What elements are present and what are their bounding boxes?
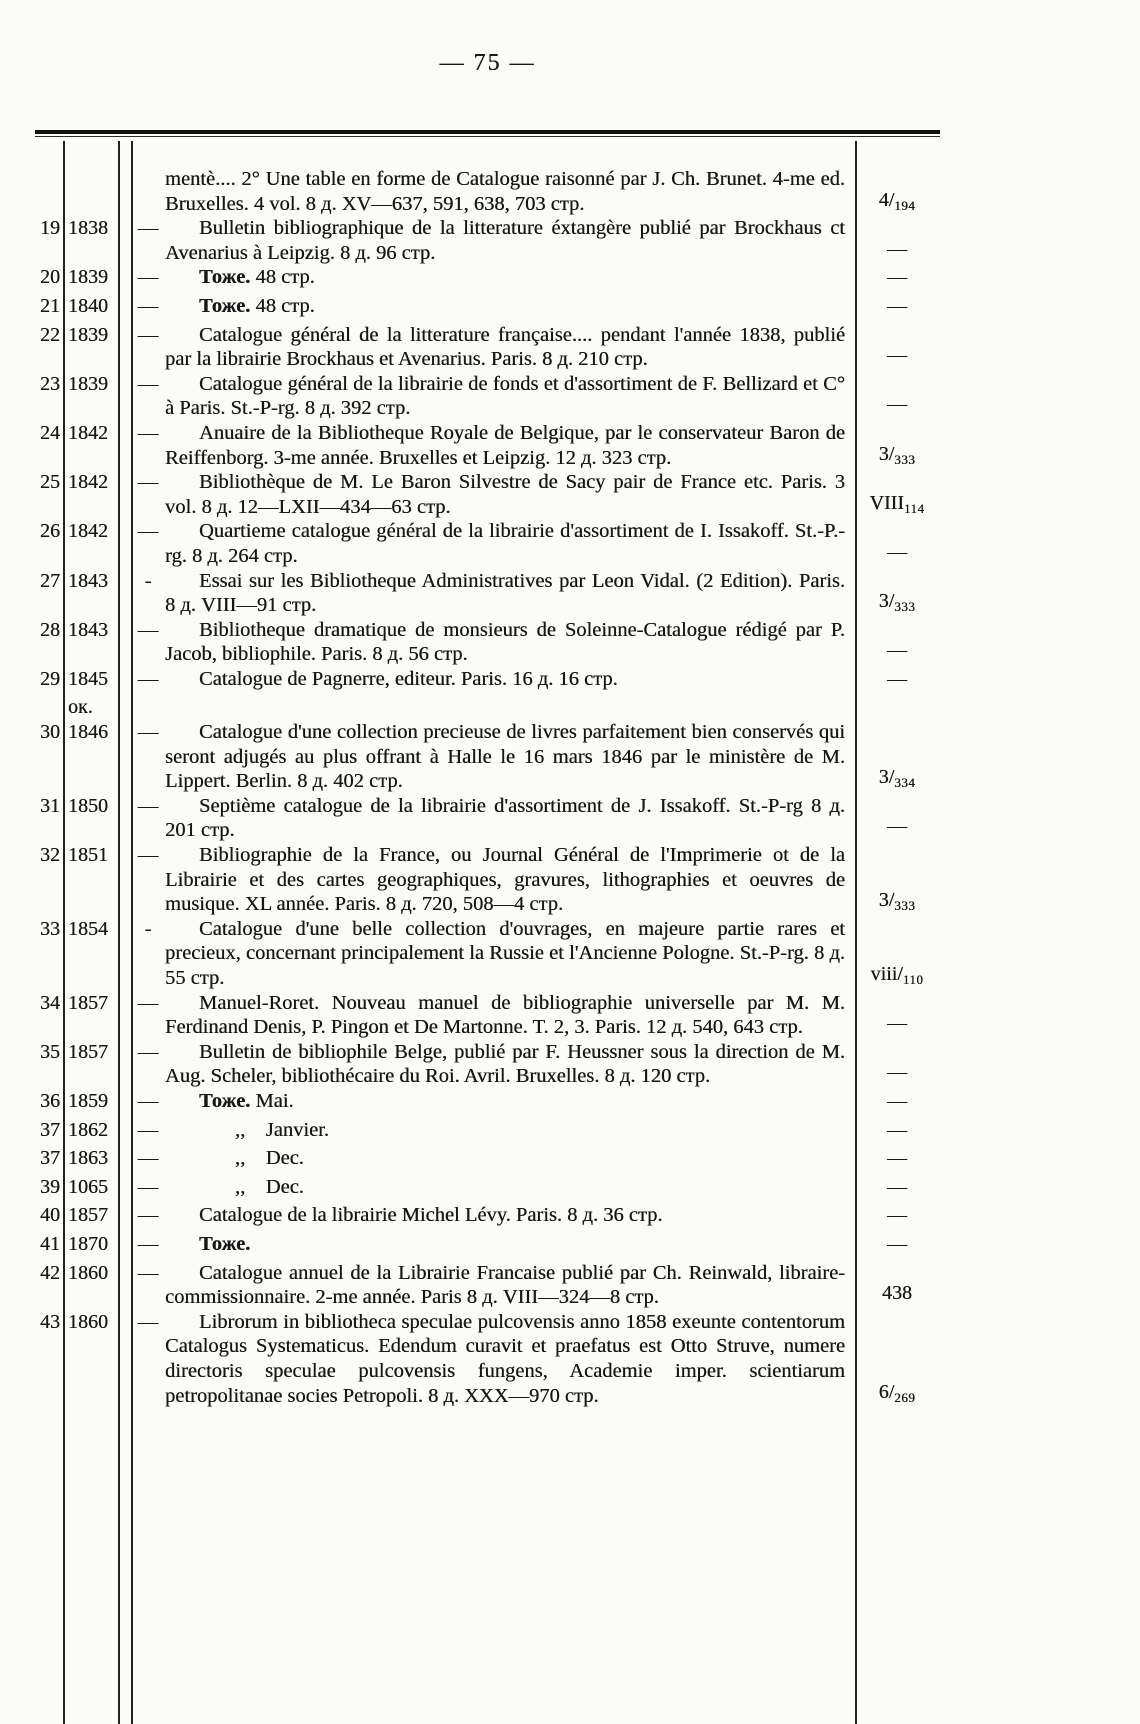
- entry-year: 1851: [68, 844, 108, 867]
- column-gap: [118, 991, 131, 1040]
- entry-number: 25: [40, 471, 60, 494]
- entry-ditto-dash: —: [137, 1204, 159, 1227]
- entry-text: [165, 667, 855, 696]
- entry-text-body: Catalogue de Pagnerre, editeur. Paris. 16 д. 16 стр.: [199, 667, 618, 690]
- column-gap: [118, 470, 131, 519]
- entry-ditto-dash: —: [137, 471, 159, 494]
- shelfmark: [887, 265, 907, 292]
- entry-shelfmark: [855, 294, 939, 323]
- entry-year: 1843: [68, 618, 108, 641]
- entry-text-body: Catalogue annuel de la Librairie Francaise publié par Ch. Reinwald, libraire-commissionnaire. 2-me année. Paris 8 д. VIII—324—8 стр.: [165, 1261, 845, 1309]
- column-gap: [118, 1261, 131, 1310]
- entry-row: [35, 917, 940, 991]
- shelfmark-main: —: [887, 1232, 907, 1255]
- shelfmark-sub: 194: [894, 197, 916, 213]
- entry-row: [35, 794, 940, 843]
- entry-text: [165, 1203, 855, 1232]
- entry-number: 34: [40, 991, 60, 1014]
- entry-row: [35, 167, 940, 216]
- entry-row: [35, 1203, 940, 1232]
- shelfmark-main: —: [887, 1118, 907, 1141]
- entry-row: [35, 323, 940, 372]
- shelfmark-main: viii/: [870, 963, 903, 985]
- entry-year: 1065: [68, 1175, 108, 1198]
- entry-text-body: Catalogue d'une belle collection d'ouvrages, en majeure partie rares et precieux, concernant principalement la Russie et l'Ancienne Pologne. St.-P-rg. 8 д. 55 стр.: [165, 917, 845, 989]
- entry-ditto-dash: —: [137, 520, 159, 543]
- shelfmark: [879, 188, 916, 215]
- entry-year: 1850: [68, 794, 108, 817]
- entry-ditto-dash: [131, 695, 165, 720]
- entry-text: [165, 794, 855, 843]
- entry-text-body: 48 стр.: [250, 266, 315, 289]
- column-gap: [118, 1040, 131, 1089]
- entry-shelfmark: [855, 1232, 939, 1261]
- entry-ditto-dash: —: [137, 991, 159, 1014]
- shelfmark: [879, 1380, 916, 1407]
- shelfmark: [887, 1146, 907, 1173]
- entry-year: 1870: [68, 1232, 108, 1255]
- entry-text: [165, 372, 855, 421]
- entry-text: [165, 265, 855, 294]
- entry-text: [165, 294, 855, 323]
- entry-row: [35, 372, 940, 421]
- column-gap: [118, 519, 131, 568]
- entry-ditto-dash: —: [137, 1040, 159, 1063]
- entry-row: [35, 1175, 940, 1204]
- entry-ditto-dash: —: [137, 217, 159, 240]
- column-gap: [118, 1118, 131, 1147]
- entry-text-body: Anuaire de la Bibliotheque Royale de Belgique, par le conservateur Baron de Reiffenborg. 3-me année. Bruxelles et Leipzig. 12 д. 323 стр.: [165, 421, 845, 469]
- entry-year: 1839: [68, 323, 108, 346]
- entry-text: [165, 167, 855, 216]
- entry-text-body: Bibliotheque dramatique de monsieurs de Soleinne-Catalogue rédigé par P. Jacob, bibliophile. Paris. 8 д. 56 стр.: [165, 618, 845, 666]
- shelfmark: [879, 442, 916, 469]
- entry-number: 24: [40, 421, 60, 444]
- entry-year: 1839: [68, 266, 108, 289]
- column-gap: [118, 1146, 131, 1175]
- shelfmark: [887, 814, 907, 841]
- column-gap: [118, 323, 131, 372]
- entry-number: 21: [40, 294, 60, 317]
- entry-text-body: ,, Dec.: [235, 1175, 304, 1198]
- entry-list: [35, 167, 940, 1408]
- entry-shelfmark: [855, 843, 939, 917]
- entry-number: 40: [40, 1204, 60, 1227]
- shelfmark-main: —: [887, 639, 907, 662]
- entry-number: 31: [40, 794, 60, 817]
- entry-text-body: Quartieme catalogue général de la librairie d'assortiment de I. Issakoff. St.-P.-rg. 8 д. 264 стр.: [165, 520, 845, 567]
- entry-shelfmark: [855, 991, 939, 1040]
- shelfmark-sub: 333: [894, 898, 916, 914]
- shelfmark-main: —: [887, 393, 907, 416]
- entry-text: [165, 470, 855, 519]
- entry-number: 37: [40, 1118, 60, 1141]
- entry-shelfmark: [855, 1203, 939, 1232]
- shelfmark: [887, 638, 907, 665]
- entry-text: [165, 216, 855, 265]
- entry-year: 1857: [68, 1040, 108, 1063]
- entry-ditto-dash: —: [137, 266, 159, 289]
- shelfmark-sub: 334: [894, 775, 916, 791]
- entry-ditto-dash: —: [137, 1147, 159, 1170]
- entry-text: [165, 1040, 855, 1089]
- entry-shelfmark: [855, 1175, 939, 1204]
- entry-text-body: Catalogue d'une collection precieuse de livres parfaitement bien conservés qui seront adjugés au plus offrant à Halle le 16 mars 1846 par le ministère de M. Lippert. Berlin. 8 д. 402 стр.: [165, 721, 845, 793]
- entry-row: [35, 618, 940, 667]
- entry-number: 30: [40, 721, 60, 744]
- shelfmark-main: 438: [882, 1282, 912, 1305]
- entry-text-body: mentè.... 2° Une table en forme de Catalogue raisonné par J. Ch. Brunet. 4-me ed. Bruxelles. 4 vol. 8 д. XV—637, 591, 638, 703 стр.: [165, 168, 845, 215]
- entry-text-lead: Тоже.: [199, 1232, 251, 1255]
- shelfmark-sub: 114: [903, 500, 925, 516]
- entry-text-lead: Тоже.: [199, 294, 251, 317]
- entry-number: 20: [40, 266, 60, 289]
- entry-shelfmark: [855, 323, 939, 372]
- shelfmark-main: —: [887, 1061, 907, 1084]
- entry-year: 1863: [68, 1147, 108, 1170]
- column-rule-number: [63, 141, 65, 1724]
- entry-number: 27: [40, 569, 60, 592]
- entry-number: 32: [40, 844, 60, 867]
- shelfmark-main: —: [887, 237, 907, 260]
- entry-year: 1842: [68, 471, 108, 494]
- shelfmark-main: —: [887, 815, 907, 838]
- shelfmark: [887, 237, 907, 264]
- shelfmark-main: 3/: [878, 766, 895, 789]
- entry-ditto-dash: —: [137, 421, 159, 444]
- entry-text-body: Bibliographie de la France, ou Journal Général de l'Imprimerie ot de la Librairie et des cartes geographiques, gravures, lithographies et oeuvres de musique. XL année. Paris. 8 д. 720, 508—4 стр.: [165, 844, 845, 916]
- entry-number: [35, 167, 63, 216]
- entry-text-body: Catalogue général de la librairie de fonds et d'assortiment de F. Bellizard et C° à Paris. St.-P-rg. 8 д. 392 стр.: [165, 372, 845, 420]
- entry-row: [35, 843, 940, 917]
- shelfmark-main: —: [887, 540, 907, 563]
- entry-ditto-dash: —: [137, 323, 159, 346]
- shelfmark: [887, 294, 907, 321]
- entry-row: [35, 1261, 940, 1310]
- column-gap: [118, 1089, 131, 1118]
- entry-shelfmark: [855, 720, 939, 794]
- entry-text-body: Bulletin bibliographique de la litterature éxtangère publié par Brockhaus ct Avenarius à Leipzig. 8 д. 96 стр.: [165, 217, 845, 264]
- entry-number: 33: [40, 917, 60, 940]
- entry-row: [35, 421, 940, 470]
- shelfmark-main: —: [887, 1089, 907, 1112]
- column-rule-year: [118, 141, 120, 1724]
- entry-text: [165, 519, 855, 568]
- shelfmark: [887, 1060, 907, 1087]
- entry-shelfmark: [855, 1261, 939, 1310]
- entry-shelfmark: [855, 618, 939, 667]
- entry-text: [165, 1089, 855, 1118]
- entry-row: [35, 1232, 940, 1261]
- shelfmark: [871, 962, 924, 989]
- entry-text: [165, 1146, 855, 1175]
- column-gap: [118, 1310, 131, 1408]
- shelfmark-main: —: [887, 667, 907, 690]
- entry-year: 1842: [68, 520, 108, 543]
- entry-year: 1859: [68, 1089, 108, 1112]
- shelfmark: [887, 1011, 907, 1038]
- shelfmark-main: —: [887, 1012, 907, 1035]
- entry-ditto-dash: —: [137, 1261, 159, 1284]
- entry-text-body: ,, Dec.: [235, 1147, 304, 1170]
- entry-row: [35, 265, 940, 294]
- column-gap: [118, 618, 131, 667]
- entry-shelfmark: [855, 216, 939, 265]
- shelfmark-main: —: [887, 294, 907, 317]
- entry-text-body: Mai.: [250, 1089, 294, 1112]
- entry-ditto-dash: —: [137, 1310, 159, 1333]
- shelfmark: [887, 1089, 907, 1116]
- entry-text-body: Essai sur les Bibliotheque Administratives par Leon Vidal. (2 Edition). Paris. 8 д. VIII—91 стр.: [165, 569, 845, 617]
- entry-ditto-dash: —: [137, 1089, 159, 1112]
- entry-text: [165, 695, 855, 720]
- shelfmark-sub: 110: [902, 972, 924, 987]
- column-gap: [118, 843, 131, 917]
- shelfmark: [879, 765, 916, 792]
- entry-row: [35, 519, 940, 568]
- entry-number: 23: [40, 372, 60, 395]
- column-rule-year-inner: [131, 141, 133, 1724]
- page-content: [35, 48, 940, 1724]
- entry-year: 1840: [68, 294, 108, 317]
- shelfmark-main: —: [887, 1175, 907, 1198]
- entry-text-lead: Тоже.: [199, 266, 251, 289]
- shelfmark: [887, 1118, 907, 1145]
- entry-year: [63, 167, 118, 216]
- shelfmark-main: —: [887, 1147, 907, 1170]
- entry-text: [165, 421, 855, 470]
- column-gap: [118, 1232, 131, 1261]
- entry-year: 1843: [68, 569, 108, 592]
- entry-ditto-dash: —: [137, 372, 159, 395]
- entry-row: [35, 1040, 940, 1089]
- entry-row: [35, 1118, 940, 1147]
- entry-year: 1846: [68, 721, 108, 744]
- entry-number: 42: [40, 1261, 60, 1284]
- entry-ditto-dash: —: [137, 1175, 159, 1198]
- shelfmark: [887, 1232, 907, 1259]
- shelfmark: [887, 667, 907, 694]
- entry-row: [35, 216, 940, 265]
- entry-ditto-dash: —: [137, 294, 159, 317]
- entry-year: 1838: [68, 217, 108, 240]
- entry-shelfmark: [855, 1118, 939, 1147]
- entry-text-body: Septième catalogue de la librairie d'assortiment de J. Issakoff. St.-P-rg 8 д. 201 стр.: [165, 794, 845, 842]
- entry-year: 1860: [68, 1310, 108, 1333]
- entry-text-body: Librorum in bibliotheca speculae pulcovensis anno 1858 exeunte contentorum Catalogus Systematicus. Edendum curavit et praefatus est Otto Struve, numere directoris speculae pulcovensis fungens, Academie imper. scientiarum petropolitanae socies Petropoli. 8 д. XXX—970 стр.: [165, 1310, 845, 1407]
- entry-number: 19: [40, 217, 60, 240]
- column-rule-shelfmark: [855, 141, 857, 1724]
- column-gap: [118, 1175, 131, 1204]
- entry-shelfmark: [855, 167, 939, 216]
- entry-text: [165, 569, 855, 618]
- entry-row: [35, 720, 940, 794]
- shelfmark-main: 3/: [878, 442, 895, 465]
- catalog-table: [35, 141, 940, 1724]
- entry-text: [165, 1118, 855, 1147]
- shelfmark: [887, 1203, 907, 1230]
- entry-row: [35, 1089, 940, 1118]
- entry-row: [35, 294, 940, 323]
- entry-number: 37: [40, 1147, 60, 1170]
- entry-year: 1860: [68, 1261, 108, 1284]
- entry-ditto-dash: —: [137, 721, 159, 744]
- entry-year: 1854: [68, 917, 108, 940]
- entry-row: [35, 667, 940, 696]
- entry-row: [35, 1146, 940, 1175]
- entry-text: [165, 991, 855, 1040]
- entry-number: 43: [40, 1310, 60, 1333]
- header-double-rule: [35, 130, 940, 137]
- entry-text: [165, 1175, 855, 1204]
- entry-shelfmark: [855, 470, 939, 519]
- entry-shelfmark: [855, 1146, 939, 1175]
- entry-text-body: Manuel-Roret. Nouveau manuel de bibliographie universelle par M. M. Ferdinand Denis, P. Pingon et De Martonne. T. 2, 3. Paris. 12 д. 540, 643 стр.: [165, 991, 845, 1039]
- column-gap: [118, 421, 131, 470]
- entry-number: 35: [40, 1040, 60, 1063]
- page-number: — 75 —: [439, 50, 536, 76]
- shelfmark-main: —: [887, 1204, 907, 1227]
- shelfmark-main: VIII: [869, 491, 904, 514]
- entry-text-body: Bibliothèque de M. Le Baron Silvestre de Sacy pair de France etc. Paris. 3 vol. 8 д. 12—LXII—434—63 стр.: [165, 471, 845, 518]
- entry-ditto-dash: [131, 167, 165, 216]
- column-gap: [118, 216, 131, 265]
- entry-ditto-dash: -: [144, 569, 152, 592]
- shelfmark: [887, 392, 907, 419]
- column-gap: [118, 1203, 131, 1232]
- column-gap: [118, 265, 131, 294]
- entry-ditto-dash: —: [137, 667, 159, 690]
- entry-shelfmark: [855, 1040, 939, 1089]
- entry-year: 1842: [68, 421, 108, 444]
- entry-row: [35, 695, 940, 720]
- entry-text: [165, 720, 855, 794]
- entry-year: 1857: [68, 991, 108, 1014]
- entry-shelfmark: [855, 519, 939, 568]
- entry-text-body: Catalogue de la librairie Michel Lévy. Paris. 8 д. 36 стр.: [199, 1204, 663, 1227]
- entry-text-body: 48 стр.: [250, 294, 315, 317]
- entry-text: [165, 843, 855, 917]
- entry-shelfmark: [855, 667, 939, 696]
- column-gap: [118, 167, 131, 216]
- entry-number: 41: [40, 1232, 60, 1255]
- shelfmark: [887, 1175, 907, 1202]
- entry-ditto-dash: —: [137, 1118, 159, 1141]
- entry-text: [165, 618, 855, 667]
- shelfmark-main: —: [887, 266, 907, 289]
- shelfmark-sub: 333: [894, 599, 916, 615]
- entry-text-body: Bulletin de bibliophile Belge, publié par F. Heussner sous la direction de M. Aug. Scheler, bibliothécaire du Roi. Avril. Bruxelles. 8 д. 120 стр.: [165, 1040, 845, 1088]
- entry-text-body: ,, Janvier.: [235, 1118, 329, 1141]
- shelfmark-main: 3/: [878, 590, 895, 613]
- column-gap: [118, 667, 131, 696]
- entry-text: [165, 1232, 855, 1261]
- entry-row: [35, 470, 940, 519]
- entry-number: 28: [40, 618, 60, 641]
- entry-shelfmark: [855, 372, 939, 421]
- shelfmark-sub: 333: [894, 451, 916, 467]
- entry-number: [35, 695, 63, 720]
- column-gap: [118, 695, 131, 720]
- entry-shelfmark: [855, 1310, 939, 1408]
- entry-year: 1862: [68, 1118, 108, 1141]
- entry-shelfmark: [855, 421, 939, 470]
- entry-row: [35, 1310, 940, 1408]
- entry-ditto-dash: -: [144, 917, 152, 940]
- entry-shelfmark: [855, 265, 939, 294]
- entry-text: [165, 1310, 855, 1408]
- entry-year: 1839: [68, 372, 108, 395]
- entry-ditto-dash: —: [137, 1232, 159, 1255]
- entry-number: 22: [40, 323, 60, 346]
- shelfmark: [879, 888, 916, 915]
- entry-text-body: Catalogue général de la litterature française.... pendant l'année 1838, publié par la librairie Brockhaus et Avenarius. Paris. 8 д. 210 стр.: [165, 323, 845, 371]
- shelfmark: [887, 540, 907, 567]
- entry-ditto-dash: —: [137, 794, 159, 817]
- entry-row: [35, 569, 940, 618]
- shelfmark-main: —: [887, 344, 907, 367]
- entry-ditto-dash: —: [137, 844, 159, 867]
- column-gap: [118, 569, 131, 618]
- entry-shelfmark: [855, 794, 939, 843]
- column-gap: [118, 372, 131, 421]
- entry-number: 36: [40, 1089, 60, 1112]
- shelfmark: [879, 589, 916, 616]
- entry-text: [165, 1261, 855, 1310]
- entry-number: 39: [40, 1175, 60, 1198]
- entry-text-lead: Тоже.: [199, 1089, 251, 1112]
- shelfmark-main: 3/: [878, 889, 895, 912]
- entry-text: [165, 917, 855, 991]
- entry-row: [35, 991, 940, 1040]
- entry-shelfmark: [855, 569, 939, 618]
- shelfmark-sub: 269: [894, 1389, 916, 1405]
- column-gap: [118, 917, 131, 991]
- shelfmark-main: 6/: [878, 1380, 895, 1403]
- entry-year: 1845: [68, 667, 108, 690]
- entry-shelfmark: [855, 1089, 939, 1118]
- entry-shelfmark: [855, 695, 939, 720]
- entry-number: 29: [40, 667, 60, 690]
- entry-shelfmark: [855, 917, 939, 991]
- shelfmark: [870, 491, 925, 518]
- column-gap: [118, 794, 131, 843]
- shelfmark-main: 4/: [878, 188, 895, 211]
- column-gap: [118, 720, 131, 794]
- entry-ditto-dash: —: [137, 618, 159, 641]
- entry-year: ок.: [68, 696, 93, 719]
- entry-year: 1857: [68, 1204, 108, 1227]
- entry-text: [165, 323, 855, 372]
- column-gap: [118, 294, 131, 323]
- shelfmark: [882, 1281, 912, 1308]
- entry-number: 26: [40, 520, 60, 543]
- shelfmark: [887, 343, 907, 370]
